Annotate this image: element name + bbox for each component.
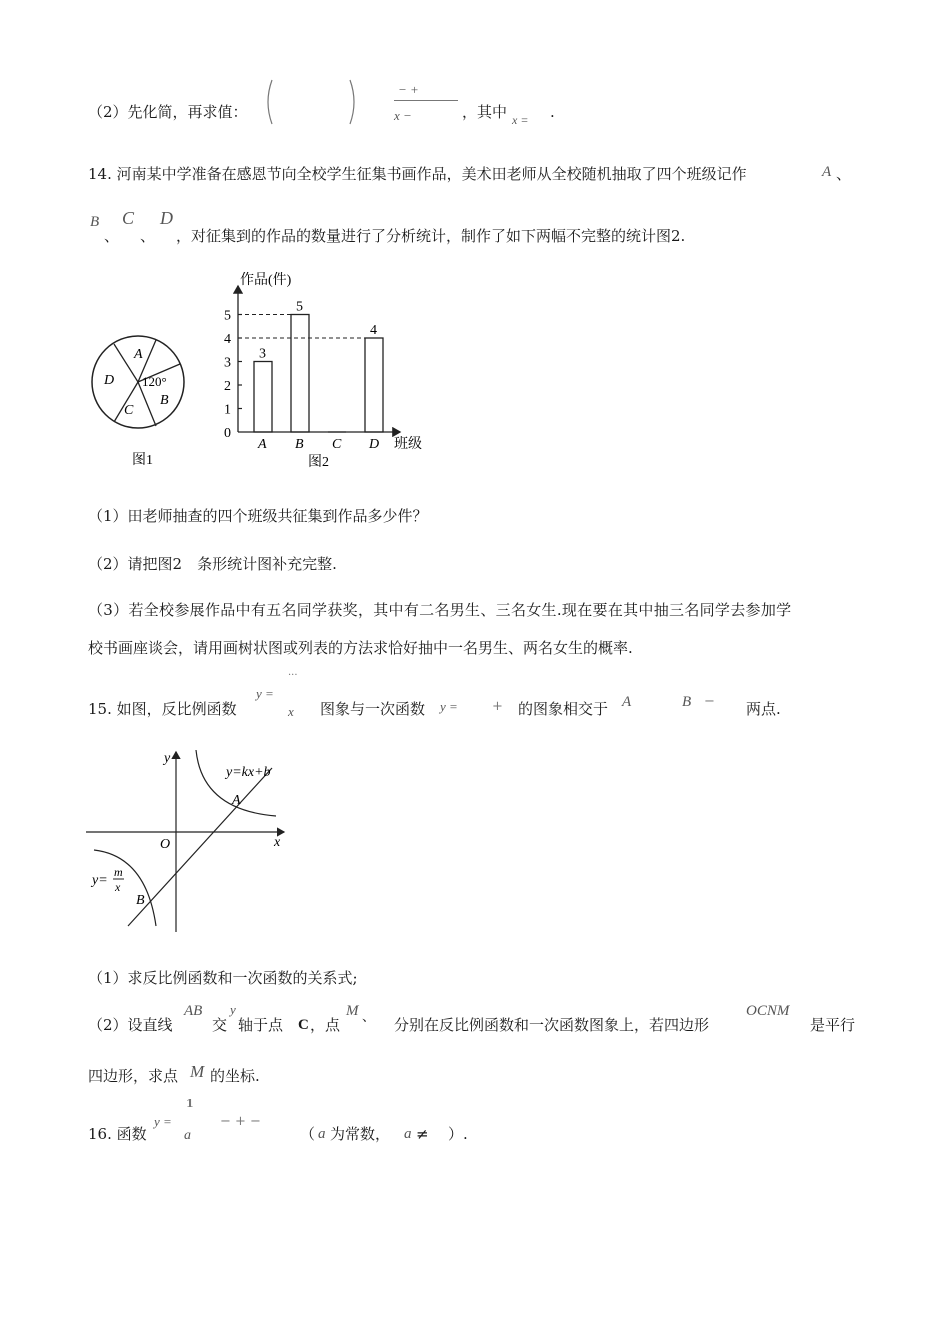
pie-label-b: B	[160, 393, 169, 408]
q15-y-eq2: y =	[440, 699, 458, 714]
q16-const: 为常数，	[330, 1125, 391, 1143]
q15-tail: 两点.	[746, 700, 781, 718]
q15-y-axis-label: y	[164, 751, 171, 766]
q14-class-a: A	[822, 164, 832, 180]
q15-mid: 图象与一次函数	[320, 700, 426, 718]
pie-caption: 图1	[132, 453, 153, 468]
pie-label-a: A	[134, 347, 143, 362]
q15-pt-b: B	[682, 694, 692, 710]
q15-x: x	[288, 704, 294, 719]
bar-A	[254, 362, 272, 433]
q15-sub1: （1）求反比例函数和一次函数的关系式;	[88, 969, 358, 987]
q13-fraction-denominator: x −	[394, 108, 412, 123]
q14-sub3-line1: （3）若全校参展作品中有五名同学获奖，其中有二名男生、三名女生.现在要在其中抽三名同学去参加学	[88, 601, 792, 619]
q15-hyp-num: m	[114, 865, 123, 879]
q15-sub2-line2-b: 的坐标.	[210, 1067, 260, 1085]
bar-data-label-B: 5	[296, 299, 303, 315]
pie-chart	[84, 330, 194, 475]
q15-intro: 15. 如图，反比例函数	[88, 700, 237, 718]
q14-sub3-line2: 校书画座谈会，请用画树状图或列表的方法求恰好抽中一名男生、两名女生的概率.	[88, 639, 633, 657]
q13-part2-label: （2）先化简，再求值：	[88, 103, 248, 121]
q15-line	[128, 768, 272, 926]
q15-mid2: 的图象相交于	[518, 700, 609, 718]
bar-category-label-C: C	[332, 437, 342, 452]
q16-paren: （	[300, 1125, 316, 1143]
bar-category-label-D: D	[369, 437, 380, 452]
q14-sub1: （1）田老师抽查的四个班级共征集到作品多少件？	[88, 507, 428, 525]
bar-category-label-A: A	[258, 437, 267, 452]
q13-period: .	[550, 103, 555, 121]
q14-sep-c: 、	[140, 227, 156, 245]
q16-y-eq: y =	[154, 1114, 172, 1129]
q16-terms: − + −	[220, 1114, 261, 1129]
bar-chart-ytick-label-3: 3	[224, 355, 231, 371]
q13-tail: ，其中	[462, 103, 508, 121]
q16-a3: a	[404, 1126, 412, 1142]
q15-point-b: B	[136, 893, 145, 908]
bar-category-label-B: B	[295, 437, 304, 452]
bar-chart-ytick-label-1: 1	[224, 402, 231, 418]
q15-ocnm: OCNM	[746, 1003, 790, 1019]
pie-label-c: C	[124, 403, 134, 418]
q14-class-b: B	[90, 214, 100, 230]
pie-angle-label: 120°	[142, 374, 167, 389]
q15-sub2-f: 分别在反比例函数和一次函数图象上，若四边形	[394, 1016, 710, 1034]
q15-origin-label: O	[160, 837, 171, 852]
bar-chart-ylabel: 作品(件)	[240, 273, 292, 288]
bar-D	[365, 338, 383, 432]
q16-neq: ≠	[416, 1125, 429, 1143]
bar-chart-ytick-label-4: 4	[224, 332, 231, 347]
q14-class-c: C	[122, 208, 135, 228]
bar-chart	[210, 266, 440, 476]
bar-chart-caption: 图2	[308, 455, 329, 470]
q14-intro-line2: ，对征集到的作品的数量进行了分析统计，制作了如下两幅不完整的统计图2.	[176, 227, 686, 245]
q15-graph	[84, 746, 294, 936]
q13-fraction-numerator: − +	[398, 82, 419, 97]
q14-sep: 、	[836, 165, 852, 183]
q15-sub2-line2-a: 四边形，求点	[88, 1067, 179, 1085]
q15-pt-a: A	[622, 694, 632, 710]
q15-plus: +	[492, 699, 503, 714]
q15-y-small: y	[230, 1002, 236, 1017]
q15-sub2-line2-m: M	[190, 1062, 205, 1081]
q15-hyperbola-branch-2	[94, 850, 156, 926]
bar-chart-ytick-label-2: 2	[224, 379, 231, 394]
q15-m-point: M	[346, 1003, 359, 1019]
q15-sub2-a: （2）设直线	[88, 1016, 173, 1034]
q16-intro: 16. 函数	[88, 1125, 147, 1143]
q16-one: 1	[186, 1097, 194, 1110]
q14-sub2: （2）请把图2 条形统计图补充完整.	[88, 555, 337, 573]
q15-point-a: A	[232, 793, 241, 808]
bar-B	[291, 315, 309, 433]
bar-data-label-D: 4	[370, 323, 377, 338]
bar-data-label-A: 3	[259, 346, 266, 362]
q15-sub2-b: 交	[212, 1016, 228, 1034]
bar-chart-ytick-label-0: 0	[224, 426, 231, 441]
q14-intro-line1: 14. 河南某中学准备在感恩节向全校学生征集书画作品，美术田老师从全校随机抽取了四个班级记作	[88, 165, 747, 183]
q14-sep-b: 、	[104, 227, 120, 245]
q15-y-eq: y =	[256, 686, 274, 701]
q15-minus: −	[704, 694, 715, 709]
q15-sub2-c: 轴于点	[238, 1016, 284, 1034]
q15-x-axis-label: x	[274, 835, 281, 850]
q13-fraction-bar	[394, 100, 458, 101]
bar-chart-ytick-label-5: 5	[224, 308, 231, 324]
q13-big-parentheses	[262, 76, 362, 128]
q15-line-label: y=kx+b	[226, 765, 271, 780]
q13-condition: x =	[512, 113, 529, 127]
q15-sub2-e: 、	[362, 1010, 376, 1025]
pie-label-d: D	[104, 373, 115, 388]
q15-hyp-den: x	[115, 880, 121, 894]
q15-sub2-g: 是平行	[810, 1016, 856, 1034]
q15-sub2-d: ，点	[310, 1016, 341, 1034]
q16-a: a	[184, 1128, 191, 1143]
q16-close: ）.	[448, 1125, 468, 1143]
q16-a2: a	[318, 1126, 326, 1142]
q15-dots: ···	[288, 670, 298, 681]
q15-hyp-label: y=	[92, 873, 108, 888]
q15-ab: AB	[184, 1003, 203, 1019]
q15-c-point: C	[298, 1017, 309, 1033]
q14-class-d: D	[160, 208, 173, 228]
bar-chart-xlabel: 班级	[394, 437, 422, 452]
